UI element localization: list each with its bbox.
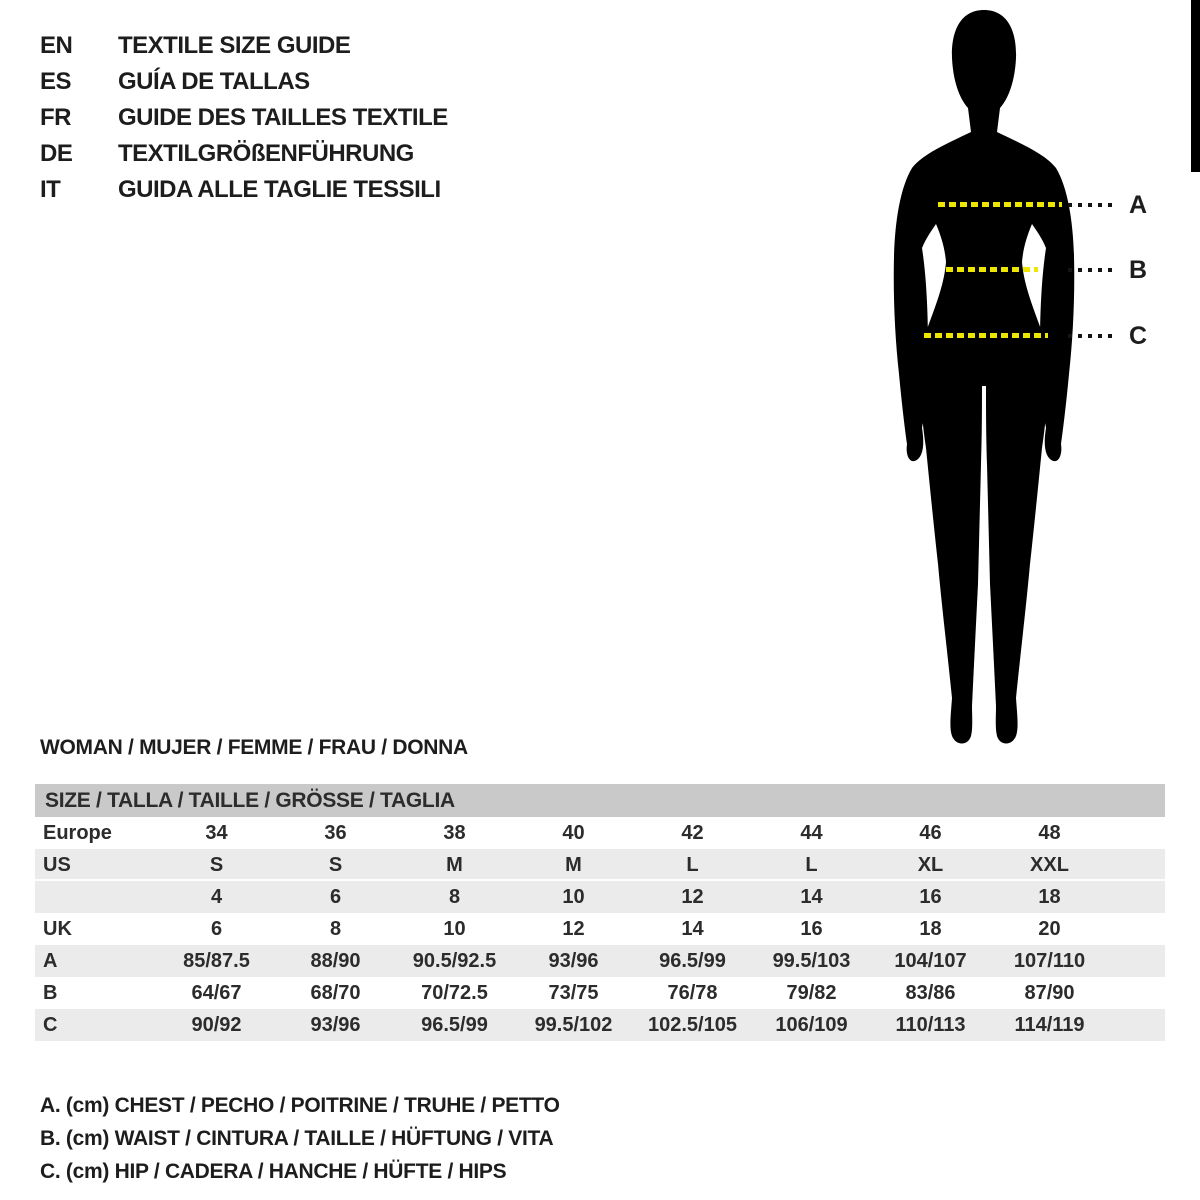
chest-dash-line xyxy=(938,202,1062,207)
size-cell: 83/86 xyxy=(905,981,956,1004)
language-title: GUÍA DE TALLAS xyxy=(118,68,310,95)
size-cell: 107/110 xyxy=(1013,949,1086,972)
language-row-en xyxy=(40,28,600,64)
language-row-de xyxy=(40,136,600,172)
size-cell: 70/72.5 xyxy=(421,981,488,1004)
size-cell: 76/78 xyxy=(667,981,718,1004)
size-cell: 44 xyxy=(800,821,823,844)
table-row-us-number xyxy=(35,881,1165,913)
size-cell: L xyxy=(686,853,699,876)
language-row-fr xyxy=(40,100,600,136)
size-cell: 102.5/105 xyxy=(648,1013,737,1036)
size-cell: 96.5/99 xyxy=(421,1013,488,1036)
size-cell: 93/96 xyxy=(310,1013,361,1036)
size-cell: 18 xyxy=(919,917,942,940)
size-cell: 4 xyxy=(210,885,223,908)
row-label: A xyxy=(43,949,58,972)
language-title: GUIDE DES TAILLES TEXTILE xyxy=(118,104,448,131)
size-cell: M xyxy=(565,853,582,876)
size-cell: 96.5/99 xyxy=(659,949,726,972)
size-cell: 38 xyxy=(443,821,466,844)
size-cell: 106/109 xyxy=(775,1013,848,1036)
table-row-waist-b xyxy=(35,977,1165,1009)
row-label: US xyxy=(43,853,71,876)
size-cell: 12 xyxy=(681,885,704,908)
size-cell: 87/90 xyxy=(1024,981,1075,1004)
legend-line-waist: B. (cm) WAIST / CINTURA / TAILLE / HÜFTUNG / VITA xyxy=(40,1126,554,1150)
language-code: ES xyxy=(40,68,72,95)
size-cell: 114/119 xyxy=(1014,1013,1085,1036)
language-list xyxy=(40,28,600,208)
table-row-us-letter xyxy=(35,849,1165,881)
size-cell: M xyxy=(446,853,463,876)
language-code: FR xyxy=(40,104,71,131)
size-cell: 18 xyxy=(1038,885,1061,908)
size-cell: 93/96 xyxy=(548,949,599,972)
size-cell: 42 xyxy=(681,821,704,844)
table-row-uk xyxy=(35,913,1165,945)
size-cell: 14 xyxy=(800,885,823,908)
size-cell: XL xyxy=(917,853,944,876)
table-row-chest-a xyxy=(35,945,1165,977)
cropped-image-edge-strip xyxy=(1191,0,1200,172)
language-code: IT xyxy=(40,176,61,203)
size-cell: 12 xyxy=(562,917,585,940)
size-table xyxy=(35,784,1165,1041)
size-cell: S xyxy=(328,853,343,876)
size-cell: 85/87.5 xyxy=(183,949,250,972)
size-cell: 64/67 xyxy=(191,981,242,1004)
size-cell: 79/82 xyxy=(786,981,837,1004)
size-cell: 46 xyxy=(919,821,942,844)
size-cell: 68/70 xyxy=(310,981,361,1004)
size-cell: 16 xyxy=(800,917,823,940)
size-cell: 10 xyxy=(562,885,585,908)
row-label: C xyxy=(43,1013,58,1036)
waist-dash-line xyxy=(946,267,1038,272)
size-cell: 99.5/102 xyxy=(534,1013,613,1036)
row-label: UK xyxy=(43,917,72,940)
table-row-europe xyxy=(35,817,1165,849)
size-cell: S xyxy=(209,853,224,876)
language-title: TEXTILGRÖßENFÜHRUNG xyxy=(118,140,414,167)
hip-connector-dots xyxy=(1068,334,1118,338)
language-row-it xyxy=(40,172,600,208)
size-cell: 8 xyxy=(448,885,461,908)
size-table-header: SIZE / TALLA / TAILLE / GRÖSSE / TAGLIA xyxy=(35,784,1165,817)
measurement-legend xyxy=(40,1089,560,1188)
legend-line-hip: C. (cm) HIP / CADERA / HANCHE / HÜFTE / HIPS xyxy=(40,1159,507,1183)
size-cell: 36 xyxy=(324,821,347,844)
size-cell: 14 xyxy=(681,917,704,940)
hip-dash-line xyxy=(924,333,1048,338)
size-cell: XXL xyxy=(1030,853,1069,876)
size-cell: 104/107 xyxy=(894,949,967,972)
language-code: DE xyxy=(40,140,73,167)
size-cell: 10 xyxy=(443,917,466,940)
size-cell: 6 xyxy=(329,885,342,908)
language-code: EN xyxy=(40,32,73,59)
size-cell: 34 xyxy=(205,821,228,844)
waist-connector-dots xyxy=(1068,268,1118,272)
size-cell: L xyxy=(805,853,818,876)
language-title: TEXTILE SIZE GUIDE xyxy=(118,32,351,59)
size-cell: 90/92 xyxy=(191,1013,242,1036)
size-cell: 48 xyxy=(1038,821,1061,844)
size-cell: 99.5/103 xyxy=(772,949,851,972)
table-row-hip-c xyxy=(35,1009,1165,1041)
size-cell: 20 xyxy=(1038,917,1061,940)
measure-label-b: B xyxy=(1129,256,1148,284)
size-cell: 16 xyxy=(919,885,942,908)
chest-connector-dots xyxy=(1068,203,1118,207)
language-row-es xyxy=(40,64,600,100)
measure-label-c: C xyxy=(1129,322,1148,350)
row-label: Europe xyxy=(43,821,112,844)
woman-silhouette-figure xyxy=(882,8,1097,748)
size-cell: 40 xyxy=(562,821,585,844)
section-title-woman: WOMAN / MUJER / FEMME / FRAU / DONNA xyxy=(40,736,468,759)
size-cell: 90.5/92.5 xyxy=(412,949,497,972)
size-cell: 88/90 xyxy=(310,949,361,972)
language-title: GUIDA ALLE TAGLIE TESSILI xyxy=(118,176,441,203)
size-cell: 6 xyxy=(210,917,223,940)
size-cell: 8 xyxy=(329,917,342,940)
size-cell: 73/75 xyxy=(548,981,599,1004)
legend-line-chest: A. (cm) CHEST / PECHO / POITRINE / TRUHE / PETTO xyxy=(40,1093,560,1117)
measure-label-a: A xyxy=(1129,191,1148,219)
row-label: B xyxy=(43,981,58,1004)
size-cell: 110/113 xyxy=(895,1013,966,1036)
